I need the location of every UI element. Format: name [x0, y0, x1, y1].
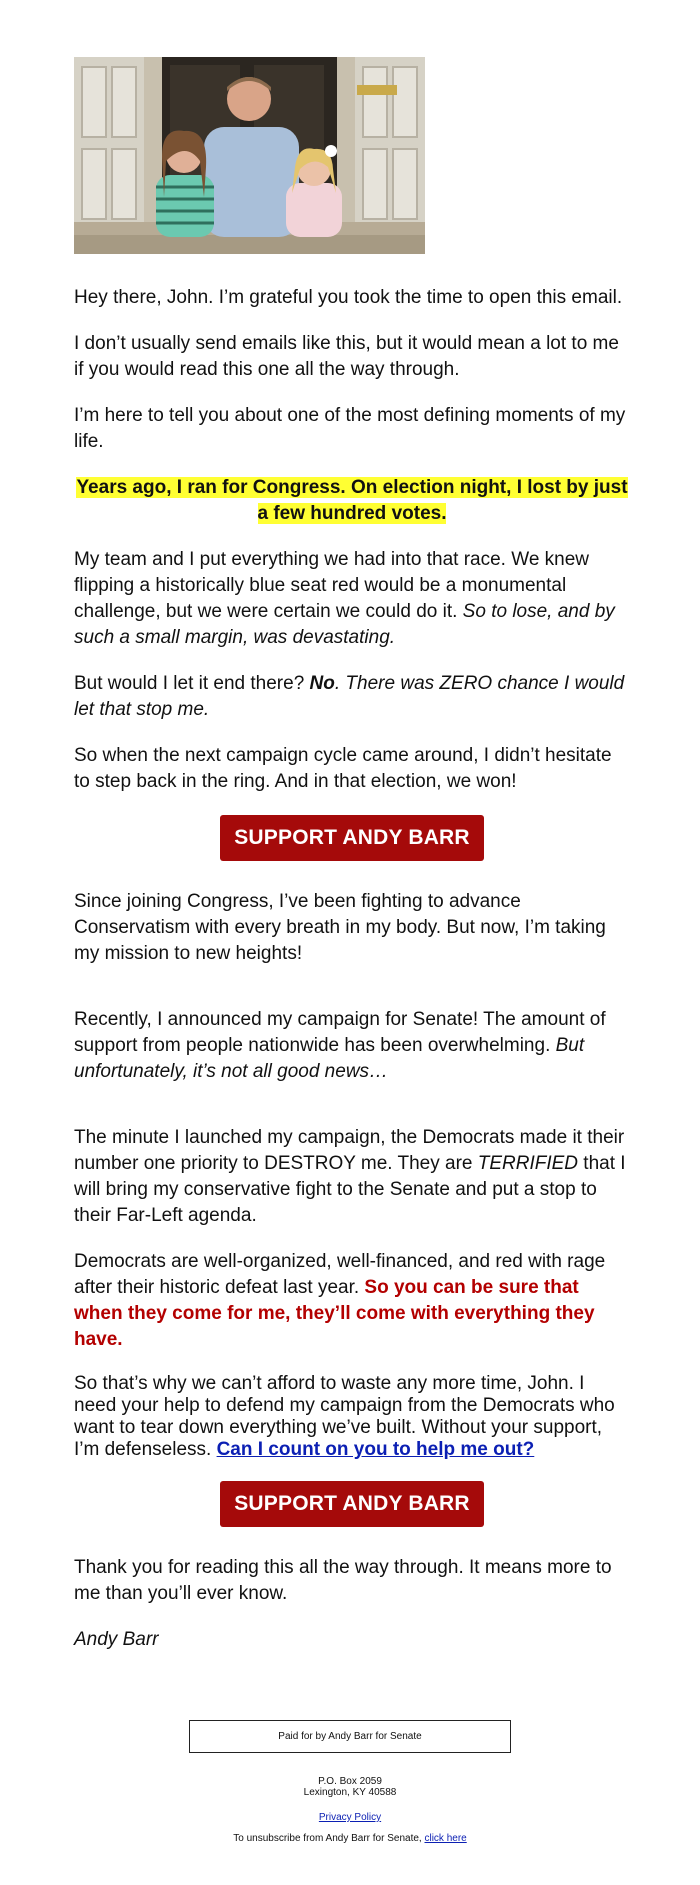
signature: Andy Barr: [74, 1629, 159, 1650]
paragraph-senate: [74, 1007, 630, 1085]
privacy-policy-link[interactable]: Privacy Policy: [318, 1812, 382, 1823]
family-photo-icon: [74, 57, 425, 254]
paragraph-democrats-italic: TERRIFIED: [477, 1153, 579, 1174]
hero-family-photo: [74, 57, 425, 254]
message-content: [74, 285, 630, 1673]
paragraph-democrats-text: The minute I launched my campaign, the Democrats made it their number one priority to DESTROY me. They are: [74, 1127, 625, 1174]
paragraph-no-stopping-text: But would I let it end there?: [74, 673, 310, 694]
unsubscribe-link[interactable]: click here: [424, 1833, 467, 1844]
paragraph-senate-text: Recently, I announced my campaign for Senate! The amount of support from people nationwide has been overwhelming.: [74, 1009, 606, 1056]
paragraph-won: So when the next campaign cycle came around, I didn’t hesitate to step back in the ring. And in that election, we won!: [74, 745, 612, 792]
paragraph-race: [74, 547, 630, 651]
highlight-text: Years ago, I ran for Congress. On election night, I lost by just a few hundred votes.: [76, 477, 628, 524]
support-andy-barr-button-1[interactable]: SUPPORT ANDY BARR: [220, 815, 484, 861]
paragraph-race-text: My team and I put everything we had into that race. We knew flipping a historically blue seat red would be a monumental challenge, but we were certain we could do it.: [74, 549, 590, 622]
paragraph-thanks: Thank you for reading this all the way through. It means more to me than you’ll ever know.: [74, 1557, 612, 1604]
unsubscribe-row: [0, 1833, 700, 1844]
paragraph-no-stopping-italic: . There was ZERO chance I would let that stop me.: [74, 673, 625, 720]
email-footer: [0, 1720, 700, 1844]
highlight-callout: [74, 475, 630, 527]
greeting-paragraph: Hey there, John. I’m grateful you took the time to open this email.: [74, 287, 623, 308]
paragraph-no-emphasis: No: [309, 673, 335, 694]
paragraph-democrats-text-end: that I will bring my conservative fight to the Senate and put a stop to their Far-Left agenda.: [74, 1153, 626, 1226]
help-me-out-link[interactable]: Can I count on you to help me out?: [216, 1439, 535, 1460]
paragraph-democrats: [74, 1125, 630, 1229]
paragraph-race-italic: So to lose, and by such a small margin, was devastating.: [74, 601, 615, 648]
unsubscribe-text: To unsubscribe from Andy Barr for Senate,: [233, 1833, 425, 1844]
mailing-address: [0, 1776, 700, 1798]
paid-for-box: Paid for by Andy Barr for Senate: [189, 1720, 511, 1753]
privacy-row: [0, 1812, 700, 1823]
paragraph-senate-italic: But unfortunately, it’s not all good news…: [74, 1035, 585, 1082]
paragraph-help: [74, 1373, 630, 1461]
paragraph-rage-red: So you can be sure that when they come for me, they’ll come with everything they have.: [74, 1277, 595, 1350]
paragraph-congress: Since joining Congress, I’ve been fighting to advance Conservatism with every breath in my body. But now, I’m taking my mission to new heights!: [74, 891, 606, 964]
support-andy-barr-button-2[interactable]: SUPPORT ANDY BARR: [220, 1481, 484, 1527]
paragraph-rage-text: Democrats are well-organized, well-financed, and red with rage after their historic defeat last year.: [74, 1251, 606, 1298]
paragraph-help-text: So that’s why we can’t afford to waste any more time, John. I need your help to defend my campaign from the Democrats who want to tear down everything we’ve built. Without your support, I’m defenseless.: [74, 1373, 615, 1460]
cta-row-2: [74, 1481, 630, 1527]
paragraph-rage: [74, 1249, 630, 1353]
cta-row-1: [74, 815, 630, 861]
paragraph-no-stopping: [74, 671, 630, 723]
address-line-1: P.O. Box 2059: [318, 1776, 382, 1787]
paragraph-request: I don’t usually send emails like this, but it would mean a lot to me if you would read this one all the way through.: [74, 333, 619, 380]
address-line-2: Lexington, KY 40588: [303, 1787, 397, 1798]
paragraph-defining-moment: I’m here to tell you about one of the most defining moments of my life.: [74, 405, 626, 452]
